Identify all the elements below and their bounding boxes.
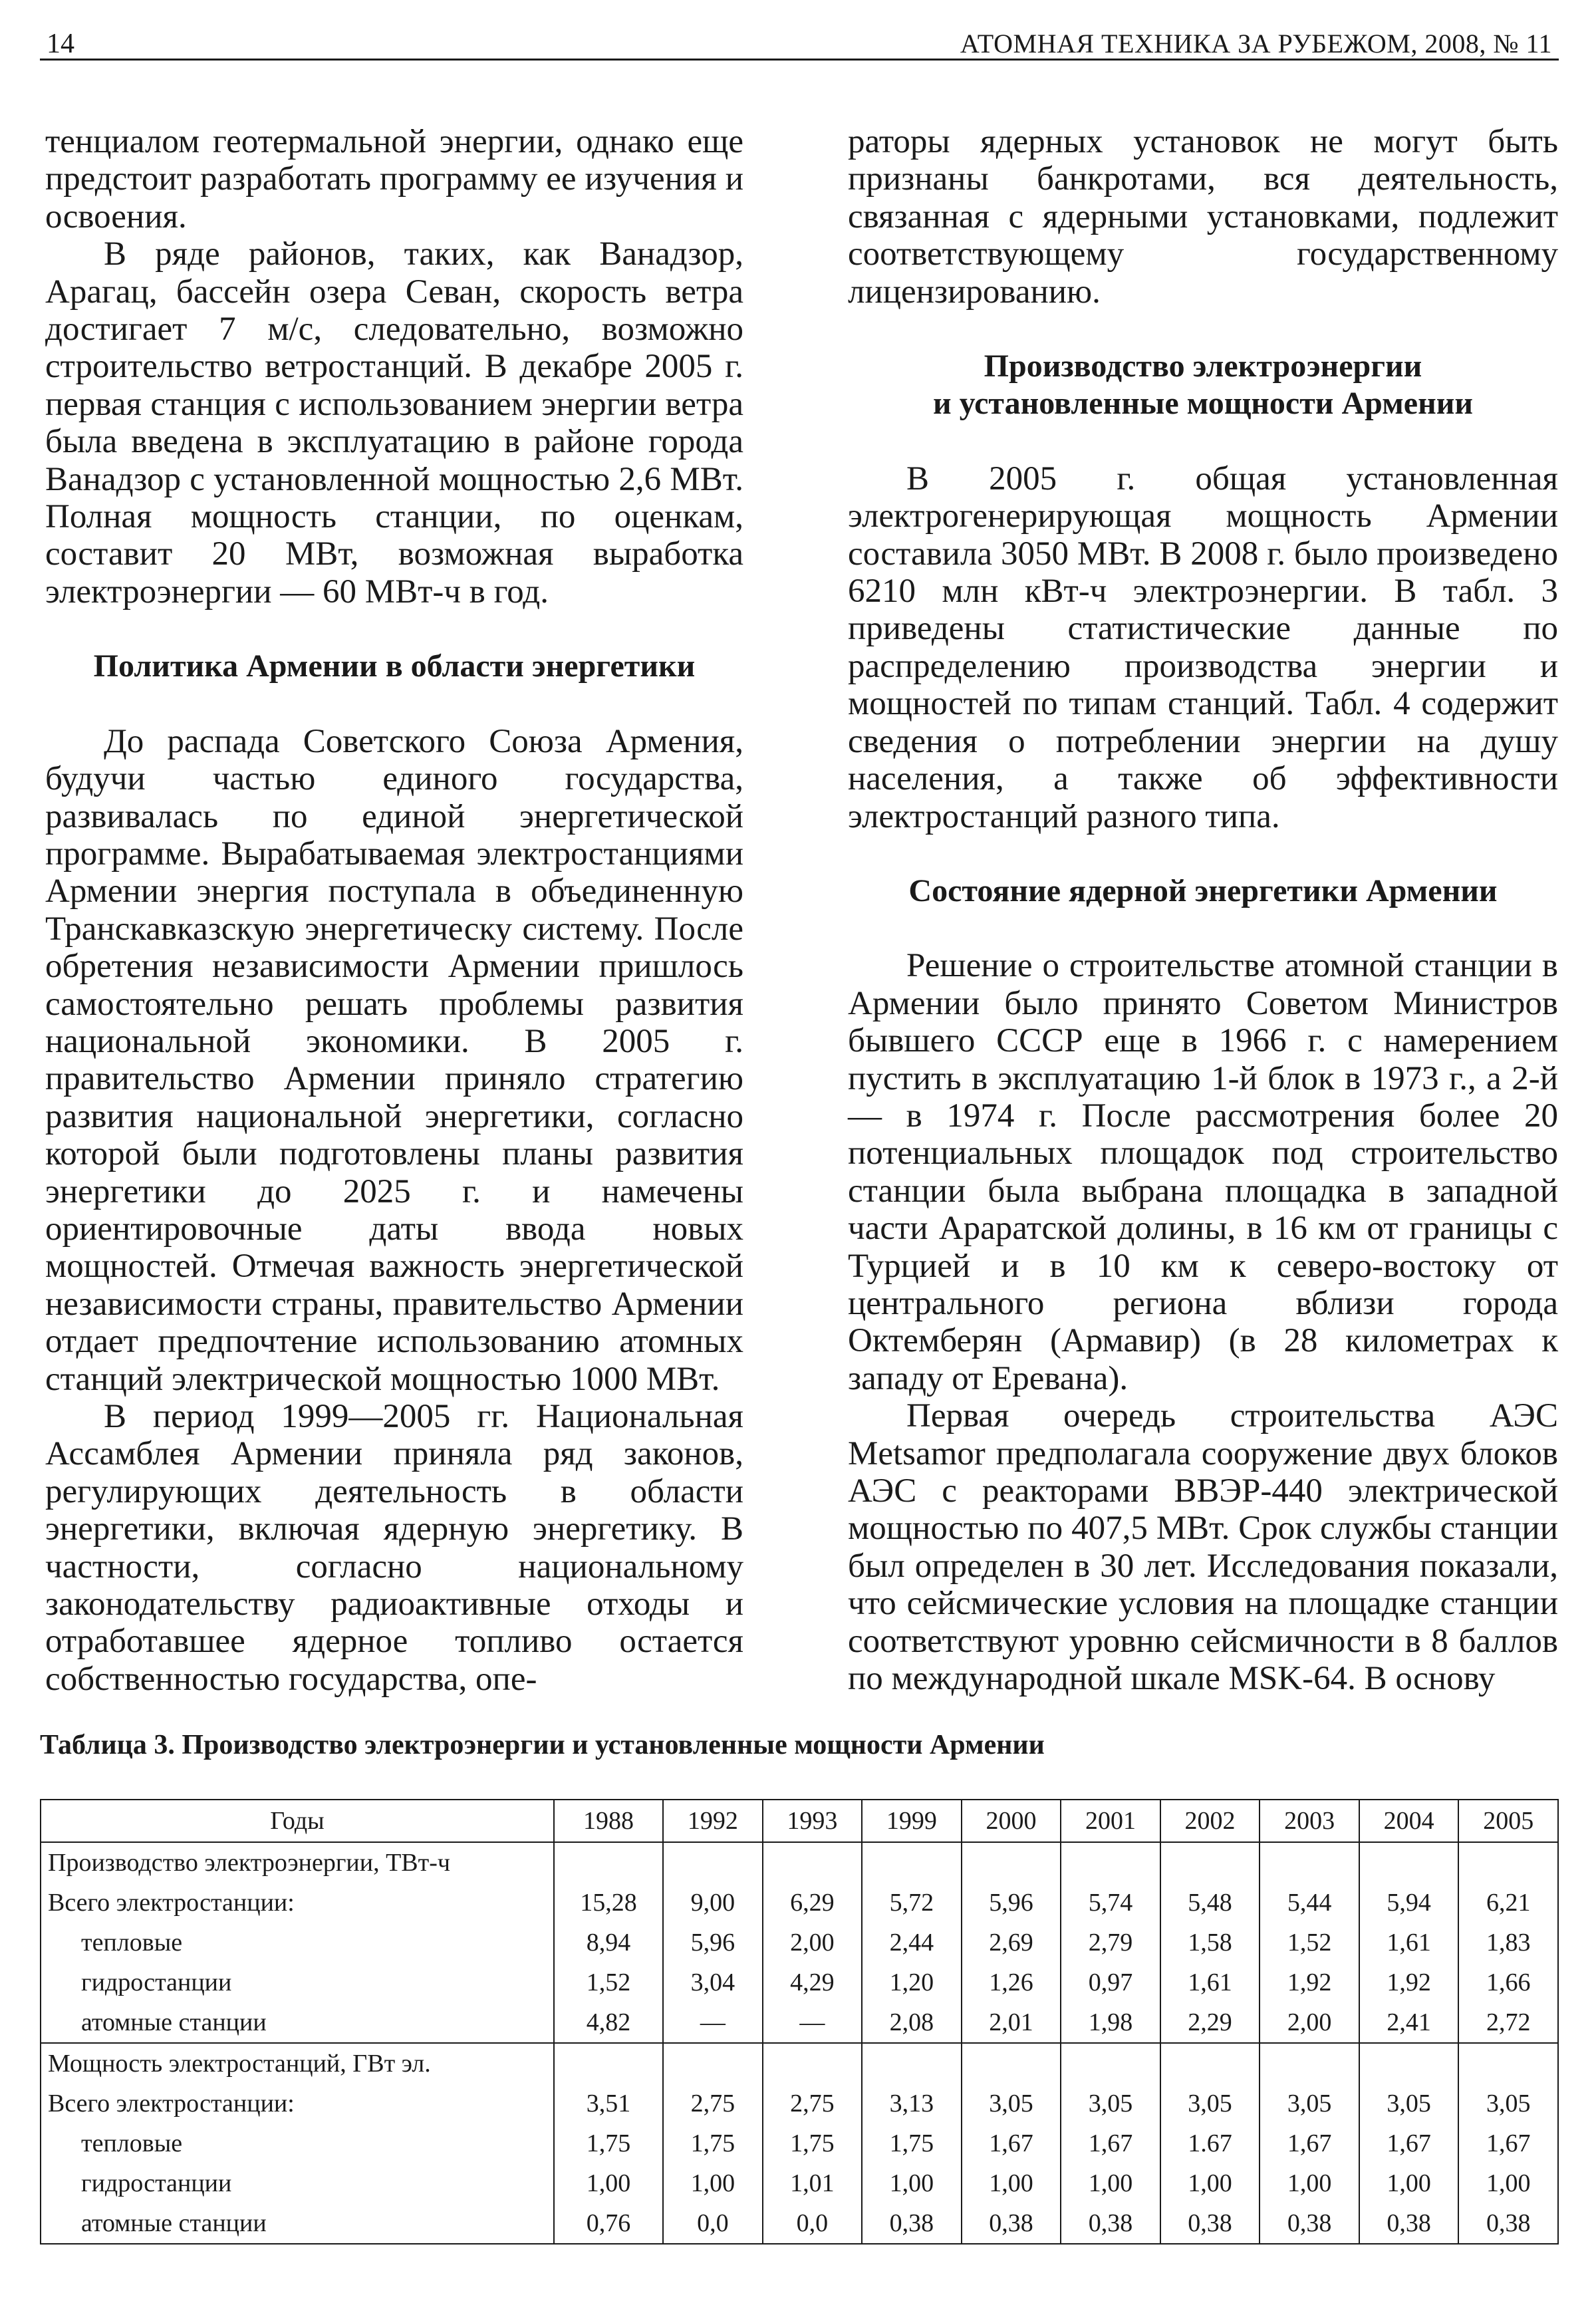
table-cell: 1,61 (1359, 1923, 1459, 1963)
table-cell: 2,75 (763, 2084, 863, 2123)
table-cell (962, 2043, 1061, 2084)
table-cell: 1,67 (1260, 2123, 1359, 2163)
table-cell (1260, 1842, 1359, 1883)
table-cell: 5,96 (663, 1923, 763, 1963)
table-cell: 3,05 (1260, 2084, 1359, 2123)
row-label: гидростанции (41, 2163, 554, 2203)
table-cell: 1,66 (1458, 1963, 1558, 2002)
table-cell (554, 1842, 663, 1883)
table-row (41, 2084, 1558, 2123)
table-cell: 3,13 (862, 2084, 962, 2123)
row-label: Всего электростанции: (41, 1883, 554, 1923)
year-header: 2000 (962, 1800, 1061, 1842)
table-cell: 1,00 (1061, 2163, 1160, 2203)
table-cell (1160, 2043, 1260, 2084)
year-header: 1993 (763, 1800, 863, 1842)
table-cell (1458, 1842, 1558, 1883)
table-cell: 0,38 (962, 2203, 1061, 2244)
table-cell: 4,29 (763, 1963, 863, 2002)
table-cell: 1,67 (1061, 2123, 1160, 2163)
table-cell (862, 2043, 962, 2084)
table-cell (1260, 2043, 1359, 2084)
table-cell (763, 1842, 863, 1883)
year-header: 1988 (554, 1800, 663, 1842)
table-cell: 6,21 (1458, 1883, 1558, 1923)
row-label: гидростанции (41, 1963, 554, 2002)
table-cell: 1,61 (1160, 1963, 1260, 2002)
table-cell: 1,52 (1260, 1923, 1359, 1963)
table-cell: 5,94 (1359, 1883, 1459, 1923)
paragraph: Первая очередь строительства АЭС Metsamor предполагала сооружение двух блоков АЭС с реакторами ВВЭР-440 электрической мощностью по 407,5 МВт. Срок службы станции был определен в 30 лет. Исследования показали, что сейсмические условия на площадке станции соответствуют уровню сейсмичности в 8 баллов по международной шкале MSK-64. В основу (848, 1397, 1558, 1698)
row-label: тепловые (41, 1923, 554, 1963)
table-cell (554, 2043, 663, 2084)
table-cell: 1,00 (1260, 2163, 1359, 2203)
year-header: 1999 (862, 1800, 962, 1842)
table-header-row (41, 1800, 1558, 1842)
table-cell: 3,05 (1061, 2084, 1160, 2123)
row-label: Всего электростанции: (41, 2084, 554, 2123)
table-cell: 0,0 (663, 2203, 763, 2244)
table-cell: 0,38 (1160, 2203, 1260, 2244)
table-cell: 2,69 (962, 1923, 1061, 1963)
table-cell: 3,05 (1458, 2084, 1558, 2123)
table-row (41, 2043, 1558, 2084)
table-cell: 1,67 (1458, 2123, 1558, 2163)
table-row (41, 2203, 1558, 2244)
table-cell: 2,72 (1458, 2002, 1558, 2043)
row-label: Производство электроэнергии, ТВт-ч (41, 1842, 554, 1883)
table-cell: 5,72 (862, 1883, 962, 1923)
table-cell: 1,98 (1061, 2002, 1160, 2043)
table-cell: 5,44 (1260, 1883, 1359, 1923)
table-cell: 9,00 (663, 1883, 763, 1923)
table-cell: 1,00 (862, 2163, 962, 2203)
table-row (41, 2123, 1558, 2163)
year-header: 2004 (1359, 1800, 1459, 1842)
table-cell: 0,0 (763, 2203, 863, 2244)
year-header: 2001 (1061, 1800, 1160, 1842)
table-cell: 0,97 (1061, 1963, 1160, 2002)
table-cell (862, 1842, 962, 1883)
table-cell: — (663, 2002, 763, 2043)
year-header: 1992 (663, 1800, 763, 1842)
row-label: Мощность электростанций, ГВт эл. (41, 2043, 554, 2084)
year-header: 2003 (1260, 1800, 1359, 1842)
table-cell: 3,05 (1160, 2084, 1260, 2123)
table-cell (1061, 2043, 1160, 2084)
table-cell: 1,00 (554, 2163, 663, 2203)
table-cell: 0,76 (554, 2203, 663, 2244)
table-row (41, 2163, 1558, 2203)
table-cell: 1,75 (862, 2123, 962, 2163)
table-row (41, 1963, 1558, 2002)
paragraph: Решение о строительстве атомной станции в Армении было принято Советом Министров бывшего СССР еще в 1966 г. с намерением пустить в эксплуатацию 1-й блок в 1973 г., а 2-й — в 1974 г. После рассмотрения более 20 потенциальных площадок под строительство станции была выбрана площадка в западной части Араратской долины, в 16 км от границы с Турцией и в 10 км к северо-востоку от центрального региона вблизи города Октемберян (Армавир) (в 28 километрах к западу от Еревана). (848, 947, 1558, 1397)
table-row (41, 1923, 1558, 1963)
table-cell: 4,82 (554, 2002, 663, 2043)
heading-line: Производство электроэнергии (984, 348, 1422, 384)
table-cell: 1,52 (554, 1963, 663, 2002)
table-cell (1061, 1842, 1160, 1883)
paragraph: В 2005 г. общая установленная электрогенерирующая мощность Армении составила 3050 МВт. В 2008 г. было произведено 6210 млн кВт-ч электроэнергии. В табл. 3 приведены статистические данные по распределению производства энергии и мощностей по типам станций. Табл. 4 содержит сведения о потреблении энергии на душу населения, а также об эффективности электростанций разного типа. (848, 460, 1558, 835)
table-cell: 0,38 (862, 2203, 962, 2244)
table-cell: 0,38 (1061, 2203, 1160, 2244)
table-cell: 3,04 (663, 1963, 763, 2002)
table-cell: 1,75 (554, 2123, 663, 2163)
table-cell: 1,75 (663, 2123, 763, 2163)
table-cell: 3,05 (962, 2084, 1061, 2123)
paragraph: До распада Советского Союза Армения, будучи частью единого государства, развивалась по единой энергетической программе. Вырабатываемая электростанциями Армении энергия поступала в объединенную Транскавказскую энергетическу систему. После обретения независимости Армении пришлось самостоятельно решать проблемы развития национальной экономики. В 2005 г. правительство Армении приняло стратегию развития национальной энергетики, согласно которой были подготовлены планы развития энергетики до 2025 г. и намечены ориентировочные даты ввода новых мощностей. Отмечая важность энергетической независимости страны, правительство Армении отдает предпочтение использованию атомных станций электрической мощностью 1000 МВт. (45, 722, 743, 1398)
section-heading: Политика Армении в области энергетики (93, 648, 696, 684)
table-cell: — (763, 2002, 863, 2043)
table-cell (1458, 2043, 1558, 2084)
section-heading (848, 348, 1558, 423)
paragraph: тенциалом геотермальной энергии, однако еще предстоит разработать программу ее изучения и освоения. (45, 123, 743, 235)
table-cell (663, 2043, 763, 2084)
table-body (41, 1842, 1558, 2244)
table-cell: 3,51 (554, 2084, 663, 2123)
table-cell: 0,38 (1260, 2203, 1359, 2244)
table-row (41, 1883, 1558, 1923)
paragraph: раторы ядерных установок не могут быть признаны банкротами, вся деятельность, связанная с ядерными установками, подлежит соответствующему государственному лицензированию. (848, 123, 1558, 311)
table-cell: 1,00 (1160, 2163, 1260, 2203)
table-cell (1160, 1842, 1260, 1883)
journal-title: АТОМНАЯ ТЕХНИКА ЗА РУБЕЖОМ, 2008, № 11 (960, 29, 1552, 59)
table-cell: 1,67 (1359, 2123, 1459, 2163)
table-cell: 1,00 (663, 2163, 763, 2203)
page-number: 14 (47, 29, 74, 59)
table-cell (763, 2043, 863, 2084)
table-cell: 2,41 (1359, 2002, 1459, 2043)
table-row (41, 2002, 1558, 2043)
table-cell: 6,29 (763, 1883, 863, 1923)
row-label: атомные станции (41, 2002, 554, 2043)
table-cell: 3,05 (1359, 2084, 1459, 2123)
paragraph: В ряде районов, таких, как Ванадзор, Арагац, бассейн озера Севан, скорость ветра достигает 7 м/с, следовательно, возможно строительство ветростанций. В декабре 2005 г. первая станция с использованием энергии ветра была введена в эксплуатацию в районе города Ванадзор с установленной мощностью 2,6 МВт. Полная мощность станции, по оценкам, составит 20 МВт, возможная выработка электроэнергии — 60 МВт-ч в год. (45, 235, 743, 611)
left-column (45, 123, 743, 1698)
table-cell (962, 1842, 1061, 1883)
table-cell: 5,74 (1061, 1883, 1160, 1923)
table-cell: 5,96 (962, 1883, 1061, 1923)
table-cell: 1,00 (962, 2163, 1061, 2203)
table-row (41, 1842, 1558, 1883)
table-cell: 2,29 (1160, 2002, 1260, 2043)
table-cell: 1,00 (1458, 2163, 1558, 2203)
table-cell: 15,28 (554, 1883, 663, 1923)
table-cell: 1,92 (1359, 1963, 1459, 2002)
table-cell: 1,92 (1260, 1963, 1359, 2002)
table-cell: 0,38 (1359, 2203, 1459, 2244)
table-cell: 2,00 (1260, 2002, 1359, 2043)
table-cell: 1,20 (862, 1963, 962, 2002)
paragraph: В период 1999—2005 гг. Национальная Ассамблея Армении приняла ряд законов, регулирующих деятельность в области энергетики, включая ядерную энергетику. В частности, согласно национальному законодательству радиоактивные отходы и отработавшее ядерное топливо остается собственностью государства, опе- (45, 1398, 743, 1698)
table-cell: 1,58 (1160, 1923, 1260, 1963)
table-cell: 1.67 (1160, 2123, 1260, 2163)
row-label: атомные станции (41, 2203, 554, 2244)
table-cell: 2,44 (862, 1923, 962, 1963)
table-cell: 2,01 (962, 2002, 1061, 2043)
table-cell: 2,00 (763, 1923, 863, 1963)
year-header: 2005 (1458, 1800, 1558, 1842)
table-cell: 1,83 (1458, 1923, 1558, 1963)
section-heading: Состояние ядерной энергетики Армении (908, 873, 1498, 908)
table-caption: Таблица 3. Производство электроэнергии и установленные мощности Армении (40, 1730, 1045, 1760)
table-cell: 1,67 (962, 2123, 1061, 2163)
table-cell: 8,94 (554, 1923, 663, 1963)
table-cell: 0,38 (1458, 2203, 1558, 2244)
table-cell: 5,48 (1160, 1883, 1260, 1923)
data-table (40, 1799, 1559, 2245)
table-cell (1359, 2043, 1459, 2084)
row-label: тепловые (41, 2123, 554, 2163)
header-label: Годы (41, 1800, 554, 1842)
table-cell: 1,00 (1359, 2163, 1459, 2203)
table-cell: 2,79 (1061, 1923, 1160, 1963)
table-cell: 1,26 (962, 1963, 1061, 2002)
heading-line: и установленные мощности Армении (932, 386, 1474, 422)
table-cell: 1,01 (763, 2163, 863, 2203)
year-header: 2002 (1160, 1800, 1260, 1842)
table-cell: 2,75 (663, 2084, 763, 2123)
running-header (40, 19, 1559, 61)
table-cell: 2,08 (862, 2002, 962, 2043)
table-cell (1359, 1842, 1459, 1883)
table-cell: 1,75 (763, 2123, 863, 2163)
table-cell (663, 1842, 763, 1883)
right-column (848, 123, 1558, 1697)
